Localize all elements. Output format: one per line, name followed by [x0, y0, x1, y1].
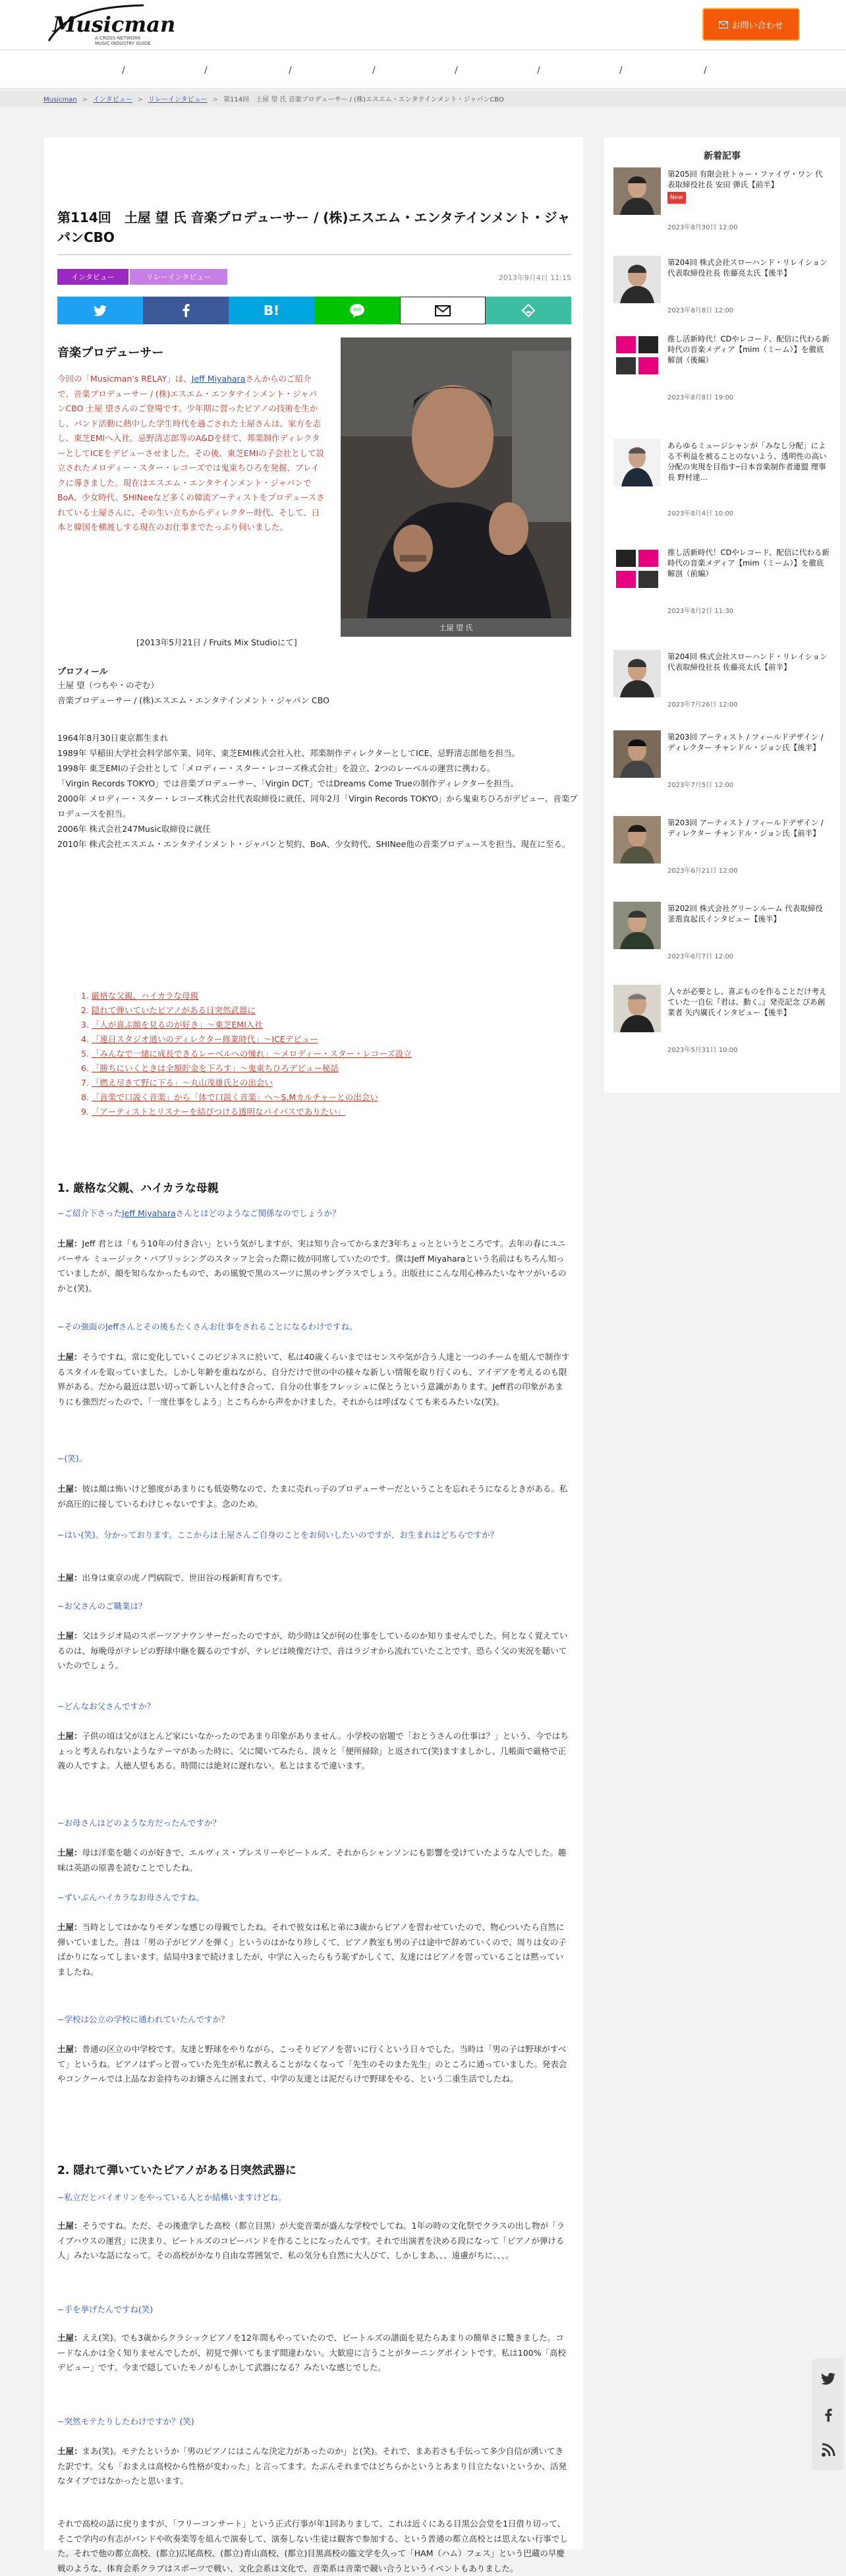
- sidebar-article-date: 2023年6月21日 12:00: [667, 867, 738, 875]
- breadcrumb-relay-link[interactable]: リレーインタビュー: [148, 96, 208, 103]
- article-thumbnail: [613, 816, 661, 864]
- sidebar-article-item[interactable]: [613, 902, 831, 968]
- hatena-icon: B!: [263, 303, 280, 318]
- article-thumbnail: [613, 650, 661, 697]
- portrait-thumbnail-image: [613, 439, 661, 486]
- sidebar-article-date: 2023年7月5日 12:00: [667, 782, 734, 789]
- interview-question: −(笑)。: [57, 1453, 88, 1463]
- sidebar-article-item[interactable]: [613, 816, 831, 882]
- sidebar-heading: 新着記事: [704, 151, 741, 161]
- facebook-icon: [183, 304, 190, 317]
- interview-answer: [57, 1237, 571, 1296]
- site-header: [0, 0, 846, 50]
- sidebar-article-title: 第202回 株式会社グリーンルーム 代表取締役 釜萢直起氏インタビュー【後半】: [667, 904, 823, 923]
- interview-question: −お父さんのご職業は？: [57, 1601, 147, 1611]
- sidebar-new-articles: [604, 137, 840, 1093]
- toc-link[interactable]: 「連日スタジオ通いのディレクター修業時代」〜ICEデビュー: [91, 1034, 318, 1044]
- portrait-thumbnail-image: [613, 816, 661, 864]
- answer-text: そうですね。常に変化していくこのビジネスに於いて、私は40歳くらいまではセンスや気が合う人達と一つのチームを組んで制作するスタイルを取っていました。しかし年齢を重ねながら、自分だけで世の中の様々な新しい情報を取り行くのも、アイデアを考えるのも限界がある。だから最近は思い切って新しい人と付き合って、自分の仕事をフレッシュに保とうという意識があります。Jeff君の印象があまりにも強烈だったので、「一度仕事をしよう」とこちらから声をかけました。それからは呼ばなくても来るみたいな(笑)。: [57, 1352, 570, 1407]
- sidebar-article-item[interactable]: [613, 167, 831, 233]
- lead-text-rest: さんからのご紹介で、音楽プロデューサー / (株)エスエム・エンタテインメント・ジャパンCBO 土屋 望さんのご登場です。少年期に習ったピアノの技術を生かし、バンド活動に熱中した学生時代を過ごされた土屋さんは、家方を志し、東芝EMIへ入社。忌野清志郎等のA&Dを経て、邦楽制作ディレクターとしてICEをデビューさせました。その後、東芝EMIの子会社として設立されたメロディー・スター・レコーズでは鬼束ちひろを発掘、ブレイクに導きました。現在はエスエム・エンタテインメント・ジャパンでBoA、少女時代、SHINeeなど多くの韓流アーティストをプロデュースされている土屋さんに、その生い立ちからディレクター時代、そして、日本と韓国を横渡しする現在のお仕事までたっぷり伺いました。: [57, 374, 325, 532]
- sidebar-article-item[interactable]: [613, 256, 831, 322]
- breadcrumb: Musicman > インタビュー > リレーインタビュー > 第114回 土屋 望 氏 音楽プロデューサー / (株)エスエム・エンタテインメント・ジャパンCBO: [43, 96, 504, 103]
- toc-link[interactable]: 「みんなで一緒に成長できるレーベルへの憧れ」〜メロディー・スター・レコーズ設立: [91, 1049, 412, 1059]
- contact-button[interactable]: [702, 8, 800, 41]
- nav-separator: /: [289, 65, 292, 76]
- interview-answer: [57, 2444, 571, 2489]
- sidebar-article-title: 第204回 株式会社スローハンド・リレイション 代表取締役社長 佐藤亮太氏【後半】: [667, 258, 828, 278]
- sidebar-article-date: 2023年5月31日 10:00: [667, 1047, 738, 1054]
- bio-line: 2000年 メロディー・スター・レコーズ株式会社代表取締役に就任、同年2月「Virgin Records TOKYO」から鬼束ちひろがデビュー、音楽プロデュースを担当。: [57, 794, 578, 819]
- feedly-icon: [522, 304, 535, 317]
- bio-line: 1964年8月30日東京都生まれ: [57, 733, 169, 743]
- breadcrumb-current: 第114回 土屋 望 氏 音楽プロデューサー / (株)エスエム・エンタテインメント・ジャパンCBO: [223, 96, 504, 103]
- share-bar: [57, 297, 571, 324]
- answer-text: 父はラジオ局のスポーツアナウンサーだったのですが、幼少時は父が何の仕事をしているのか知りませんでした。何となく覚えているのは、毎晩母がテレビの野球中継を観るのですが、テレビは映像だけで、音はラジオから流れていたことです。恐らく父の実況を聴いていたのでしょう。: [57, 1631, 568, 1670]
- portrait-thumbnail-image: [613, 902, 661, 949]
- sidebar-article-title: 第203回 アーティスト / フィールドデザイン / ディレクター チャンドル・ジョン氏【後半】: [667, 732, 824, 752]
- interview-answer: [57, 2331, 571, 2376]
- share-twitter-button[interactable]: [57, 297, 143, 324]
- rss-icon[interactable]: [821, 2443, 835, 2457]
- interviewee-portrait: [341, 337, 571, 618]
- sidebar-article-item[interactable]: [613, 332, 831, 401]
- profile-title: 音楽プロデューサー / (株)エスエム・エンタテインメント・ジャパン CBO: [57, 695, 329, 705]
- sidebar-article-item[interactable]: [613, 985, 831, 1054]
- portrait-thumbnail-image: [613, 650, 661, 697]
- logo-tagline-line-2: MUSIC INDUSTRY GUIDE: [95, 41, 151, 46]
- share-hatena-button[interactable]: [229, 297, 314, 324]
- sidebar-article-title: 推し活新時代！CDやレコード、配信に代わる新時代の音楽メディア【mim（ミーム）】を徹底解剖（後編）: [667, 334, 830, 365]
- answer-speaker: 土屋：: [57, 2333, 82, 2343]
- profile-heading: プロフィール: [57, 667, 108, 677]
- article-thumbnail: [613, 730, 661, 778]
- breadcrumb-home-link[interactable]: Musicman: [43, 96, 77, 103]
- answer-text: まあ(笑)。モテたというか「男のピアノにはこんな決定力があったのか」と(笑)。それで、まあ若さも手伝って多少自信が湧いてきた訳です。父も「おまえは高校から性格が変わった」と言ってます。たぶんそれまではどちらかというとあまり目立たないというか、活発なタイプではなかったと思います。: [57, 2446, 567, 2486]
- toc-item: 6. 「勝ちにいくときは全額貯金を下ろす」〜鬼束ちひろデビュー秘話: [81, 1063, 339, 1073]
- interview-answer: [57, 1629, 571, 1674]
- nav-separator: /: [204, 65, 208, 76]
- bio-line: 1989年 早稲田大学社会科学部卒業、同年、東芝EMI株式会社入社、邦楽制作ディレクターとしてICE、忌野清志郎他を担当。: [57, 748, 520, 758]
- answer-speaker: 土屋：: [57, 1573, 82, 1583]
- question-text: −ご紹介下さった: [57, 1208, 122, 1218]
- new-badge: New: [667, 192, 686, 204]
- toc-link[interactable]: 「人が喜ぶ顔を見るのが好き」〜東芝EMI入社: [91, 1020, 263, 1030]
- interview-question: −私立だとバイオリンをやっている人とか結構いますけどね。: [57, 2192, 287, 2202]
- interview-question: −はい(笑)。分かっております。ここからは土屋さんご自身のことをお伺いしたいのですが、お生まれはどちらですか？: [57, 1530, 499, 1540]
- interview-answer: [57, 1846, 571, 1875]
- answer-text: 普通の区立の中学校です。友達と野球をやりながら、こっそりピアノを習いに行くという日々でした。当時は「男の子は野球がすべて」というね。ピアノはずっと習っていた先生が私に教えることがなくなって「先生のそのまた先生」のところに通っていました。発表会やコンクールでは上品なお金持ちのお嬢さんに囲まれて、中学の友達とは泥だらけで野球をやる、という二重生活でしたね。: [57, 2044, 567, 2084]
- toc-item: 9. 「アーティストとリスナーを結びつける透明なパイパスでありたい」: [81, 1107, 346, 1117]
- nav-separator: /: [372, 65, 376, 76]
- interview-question: −ずいぶんハイカラなお母さんですね。: [57, 1892, 204, 1902]
- interview-answer: [57, 1350, 571, 1409]
- answer-text: そうですね。ただ、その後進学した高校（都立目黒）が大変音楽が盛んな学校でしてね。1年の時の文化祭でクラスの出し物が「ライブハウスの運営」に決まり、ビートルズのコピーバンドを作ることになったんです。それで出演者を決める段になって「ピアノが弾ける人」みたいな話になって。その高校がかなり自由な雰囲気で、私の気分も自然に大人びて、しかしまあ、、、遠慮がちに、、、。: [57, 2221, 565, 2260]
- logo-tagline-line-1: A CROSS-NETWORK: [95, 36, 141, 41]
- answer-text: ええ(笑)。でも3歳からクラシックピアノを12年間もやっていたので、ビートルズの譜面を見たらあまりの簡単さに驚きました。コードなんかは全く知りませんでしたが、初見で弾いてもまず間違わない。大歓迎に言うことがターニングポイントです。私は100%「高校デビュー」です。今まで隠していたモノがもしかして武器になる？みたいな感じでした。: [57, 2333, 566, 2372]
- answer-text: 当時としてはかなりモダンな感じの母親でしたね。それで彼女は私と弟に3歳からピアノを習わせていたので、物心ついたら自然に弾いていました。昔は「男の子がピアノを弾く」というのはかなり珍しくて、ピアノ教室も男の子は途中で辞めていくので、周りは女の子ばかりになってしまいます。結局中3まで続けましたが、中学に入ったらもう恥ずかしくて、友達にはピアノを習っていることは黙っていましたね。: [57, 1922, 567, 1977]
- envelope-icon: [435, 305, 451, 316]
- answer-text: 子供の頃は父がほとんど家にいなかったのであまり印象がありません。小学校の宿題で「おとうさんの仕事は？」という、今ではちょっと考えられないようなテーマがあった時に、父に聞いてみたら、淡々と「便所掃除」と返されて(笑)ますましかし、几帳面で厳格で正義の人ですよ。人徳人望もある。時間には絶対に遅れない。私とはまるで違います。: [57, 1731, 569, 1771]
- share-feedly-button[interactable]: [486, 297, 571, 324]
- share-email-button[interactable]: [400, 297, 486, 324]
- answer-speaker: 土屋：: [57, 1352, 82, 1362]
- interview-question: −手を挙げたんですね(笑): [57, 2304, 154, 2314]
- article-thumbnail: [613, 439, 661, 486]
- sidebar-article-title: 第204回 株式会社スローハンド・リレイション 代表取締役社長 佐藤亮太氏【前半】: [667, 652, 828, 672]
- answer-speaker: 土屋：: [57, 1631, 82, 1641]
- share-line-button[interactable]: [314, 297, 400, 324]
- article-thumbnail: [613, 256, 661, 303]
- article-thumbnail: [613, 546, 661, 593]
- nav-separator: /: [704, 65, 707, 76]
- bio-line: 2010年 株式会社エスエム・エンタテインメント・ジャパンと契約、BoA、少女時代、SHINee他の音楽プロデュースを担当、現在に至る。: [57, 839, 571, 849]
- question-text: さんとはどのようなご関係なのでしょうか？: [175, 1208, 341, 1218]
- floating-share-bar: [812, 2358, 843, 2471]
- twitter-icon: [94, 305, 107, 316]
- toc-link[interactable]: 「燃え尽きて野に下る」〜丸山茂雄氏との出会い: [91, 1078, 273, 1088]
- nav-separator: /: [537, 65, 540, 76]
- sidebar-article-date: 2023年8月2日 11:30: [667, 608, 734, 615]
- article: [44, 137, 583, 2573]
- nav-separator: /: [122, 65, 125, 76]
- interview-answer: [57, 1729, 571, 1774]
- answer-speaker: 土屋：: [57, 1848, 82, 1858]
- interview-question: −その強面のJeffさんとその後もたくさんお仕事をされることになるわけですね。: [57, 1322, 358, 1332]
- toc-link[interactable]: 「勝ちにいくときは全額貯金を下ろす」〜鬼束ちひろデビュー秘話: [91, 1063, 339, 1073]
- logo-tagline: [95, 36, 167, 46]
- interview-question: [57, 1206, 571, 1221]
- sidebar-article-title-text: 第205回 有限会社トゥー・ファイヴ・ワン 代表取締役社長 安田 弾氏【前半】: [667, 169, 823, 189]
- page-title: 第114回 土屋 望 氏 音楽プロデューサー / (株)エスエム・エンタテインメント・ジャパンCBO: [57, 210, 571, 245]
- answer-text: それで高校の話に戻りますが、「フリーコンサート」という正式行事が年1回ありまして、これは近くにある目黒公会堂を1日借り切って、そこで学内の有志がバンドや吹奏楽等を組んで演奏して、演奏しない生徒は観客で参加する、という普通の都立高校とは思えない行事でした。それで他の都立高校、(都立)広尾高校、(都立)青山高校、(都立)目黒高校の臨文学を久って「HAM（ハム）フェス」という巴蔵の早慶戦のような、体育会系クラブはスポーツで戦い、文化会系は文化で、音楽系は音楽で競い合うというイベントもありました。: [57, 2519, 568, 2573]
- bio-line: 2006年 株式会社247Music取締役に就任: [57, 824, 211, 834]
- sidebar-article-date: 2023年8月30日 12:00: [667, 224, 738, 231]
- article-lead: [57, 372, 325, 535]
- article-thumbnail: [613, 985, 661, 1032]
- sidebar-article-title: 推し活新時代！CDやレコード、配信に代わる新時代の音楽メディア【mim（ミーム）】を徹底解剖（前編）: [667, 548, 830, 578]
- nav-separator: /: [619, 65, 623, 76]
- interview-question: −どんなお父さんですか？: [57, 1701, 155, 1711]
- table-of-contents: [81, 989, 542, 1119]
- sidebar-article-item[interactable]: [613, 439, 831, 517]
- toc-link[interactable]: 厳格な父親、ハイカラな母親: [91, 991, 199, 1001]
- share-facebook-button[interactable]: [143, 297, 229, 324]
- contact-button-label: お問い合わせ: [731, 20, 783, 31]
- sidebar-article-title: [667, 169, 830, 204]
- product-thumbnail-image: [613, 332, 661, 380]
- sidebar-article-title: 第203回 アーティスト / フィールドデザイン / ディレクター チャンドル・ジョン氏【前半】: [667, 818, 824, 838]
- toc-item: 4. 「連日スタジオ通いのディレクター修業時代」〜ICEデビュー: [81, 1034, 318, 1044]
- question-jeff-miyahara-link[interactable]: Jeff Miyahara: [121, 1208, 176, 1218]
- answer-text: 彼は顔は怖いけど態度があまりにも低姿勢なので、たまに売れっ子のプロデューサーだということを忘れそうになるときがある。私が高圧的に接しているわけじゃないですよ。念のため。: [57, 1484, 568, 1509]
- article-thumbnail: [613, 167, 661, 215]
- lead-jeff-miyahara-link[interactable]: Jeff Miyahara: [191, 374, 246, 384]
- bio-line: 1998年 東芝EMIの子会社として「メロディー・スター・レコーズ株式会社」を設立、2つのレーベルの運営に携わる。: [57, 763, 495, 773]
- sidebar-article-date: 2023年8月8日 12:00: [667, 307, 734, 314]
- title-divider: [57, 254, 571, 255]
- article-thumbnail: [613, 332, 661, 380]
- interview-question: −学校は公立の学校に通われていたんですか？: [57, 2014, 229, 2024]
- facebook-icon[interactable]: [821, 2407, 835, 2422]
- interview-answer: [57, 2042, 571, 2087]
- toc-item: 1. 厳格な父親、ハイカラな母親: [81, 991, 199, 1001]
- site-logo[interactable]: [45, 3, 176, 47]
- interviewee-photo: [341, 337, 571, 637]
- sidebar-article-item[interactable]: [613, 730, 831, 796]
- line-icon: [349, 303, 365, 318]
- interview-answer: [57, 2219, 571, 2264]
- photo-caption: 土屋 望 氏: [341, 618, 571, 637]
- answer-text: 出身は東京の虎ノ門病院で、世田谷の桜新町育ちです。: [82, 1573, 287, 1583]
- answer-speaker: 土屋：: [57, 2446, 82, 2456]
- toc-link[interactable]: 隠れて弾いていたピアノがある日突然武器に: [91, 1005, 256, 1015]
- mail-icon: [719, 21, 728, 28]
- logo-wordmark: Musicman: [53, 12, 176, 37]
- interview-question: −お母さんはどのような方だったんですか？: [57, 1818, 221, 1828]
- interview-answer: [57, 1920, 571, 1979]
- interview-question: −突然モテたりしたわけですか？(笑): [57, 2416, 194, 2426]
- toc-item: 3. 「人が喜ぶ顔を見るのが好き」〜東芝EMI入社: [81, 1020, 263, 1030]
- toc-link[interactable]: 「アーティストとリスナーを結びつける透明なパイパスでありたい」: [91, 1107, 346, 1117]
- interview-answer: [57, 1482, 571, 1511]
- product-thumbnail-image: [613, 546, 661, 593]
- answer-speaker: 土屋：: [57, 1484, 82, 1494]
- bio-line: 「Virgin Records TOKYO」では音楽プロデューサー、「Virgin DCT」ではDreams Come Trueの制作ディレクターを担当。: [57, 778, 519, 788]
- profile-name: 土屋 望（つちや・のぞむ）: [57, 680, 159, 690]
- breadcrumb-interview-link[interactable]: インタビュー: [93, 96, 132, 103]
- global-nav: [0, 51, 846, 89]
- interview-answer: [57, 1571, 571, 1586]
- answer-text: Jeff 君とは「もう10年の付き合い」という気がしますが、実は知り合ってからまだ3年ちょっとというところです。去年の春にユニバーサル ミュージック・パブリッシングのスタッフと会った際に彼が同席していたのです。僕はJeff Miyaharaという名前はもちろん知っていましたが、顔を知らなかったもので、あの風貌で黒のスーツに黒のサングラスでしょう。出版社にこんな用心棒みたいなヤツがいるのかと(笑)。: [57, 1239, 567, 1293]
- interview-date-location: [2013年5月21日 / Fruits Mix Studioにて]: [136, 637, 297, 647]
- sidebar-article-item[interactable]: [613, 650, 831, 716]
- breadcrumb-bar: [0, 91, 846, 107]
- sidebar-article-title: 人々が必要とし、喜ぶものを作ることだけ考えていた一自伝『君は、動く。』発売記念 ぴあ創業者 矢内廣氏インタビュー【後半】: [667, 987, 827, 1017]
- interview-answer: [57, 2517, 571, 2576]
- sidebar-article-date: 2023年7月26日 12:00: [667, 701, 738, 709]
- answer-speaker: 土屋：: [57, 1239, 82, 1248]
- toc-item: 8. 「音楽で口説く音楽」から「体で口説く音楽」へ〜S.Mカルチャーとの出会い: [81, 1092, 378, 1102]
- sidebar-article-date: 2023年8月8日 19:00: [667, 394, 734, 401]
- category-tag-interview[interactable]: インタビュー: [57, 269, 128, 285]
- portrait-thumbnail-image: [613, 256, 661, 303]
- portrait-thumbnail-image: [613, 167, 661, 215]
- category-tag-relay-interview[interactable]: リレーインタビュー: [130, 269, 227, 285]
- toc-item: 5. 「みんなで一緒に成長できるレーベルへの憧れ」〜メロディー・スター・レコーズ設立: [81, 1049, 412, 1059]
- sidebar-article-item[interactable]: [613, 546, 831, 615]
- answer-speaker: 土屋：: [57, 1922, 82, 1932]
- answer-speaker: 土屋：: [57, 2221, 82, 2231]
- nav-separator: /: [455, 65, 458, 76]
- sidebar-article-date: 2023年6月7日 12:00: [667, 953, 734, 960]
- publish-date: 2013年9月4日 11:15: [498, 274, 571, 282]
- portrait-thumbnail-image: [613, 730, 661, 778]
- section-heading: 2. 隠れて弾いていたピアノがある日突然武器に: [57, 2164, 296, 2177]
- toc-item: 7. 「燃え尽きて野に下る」〜丸山茂雄氏との出会い: [81, 1078, 273, 1088]
- twitter-icon[interactable]: [821, 2372, 835, 2386]
- toc-item: 2. 隠れて弾いていたピアノがある日突然武器に: [81, 1005, 256, 1015]
- toc-link[interactable]: 「音楽で口説く音楽」から「体で口説く音楽」へ〜S.Mカルチャーとの出会い: [91, 1092, 378, 1102]
- sidebar-article-date: 2023年8月4日 10:00: [667, 510, 734, 517]
- answer-speaker: 土屋：: [57, 1731, 82, 1741]
- answer-text: 母は洋楽を聴くのが好きで、エルヴィス・プレスリーやビートルズ、それからシャンソンにも影響を受けていたような人でした。趣味は英語の原書を読むことでしたね。: [57, 1848, 567, 1873]
- section-heading: 1. 厳格な父親、ハイカラな母親: [57, 1182, 219, 1195]
- answer-speaker: 土屋：: [57, 2044, 82, 2054]
- portrait-thumbnail-image: [613, 985, 661, 1032]
- sidebar-article-title: あらゆるミュージシャンが「みなし分配」による不利益を被ることのないよう、透明性の高い分配の実現を目指す─日本音楽制作者連盟 理事長 野村達…: [667, 441, 827, 482]
- profile-bio: [57, 730, 578, 852]
- article-thumbnail: [613, 902, 661, 949]
- article-subtitle: 音楽プロデューサー: [57, 346, 164, 360]
- lead-text-start: 今回の「Musicman's RELAY」は、: [57, 374, 192, 384]
